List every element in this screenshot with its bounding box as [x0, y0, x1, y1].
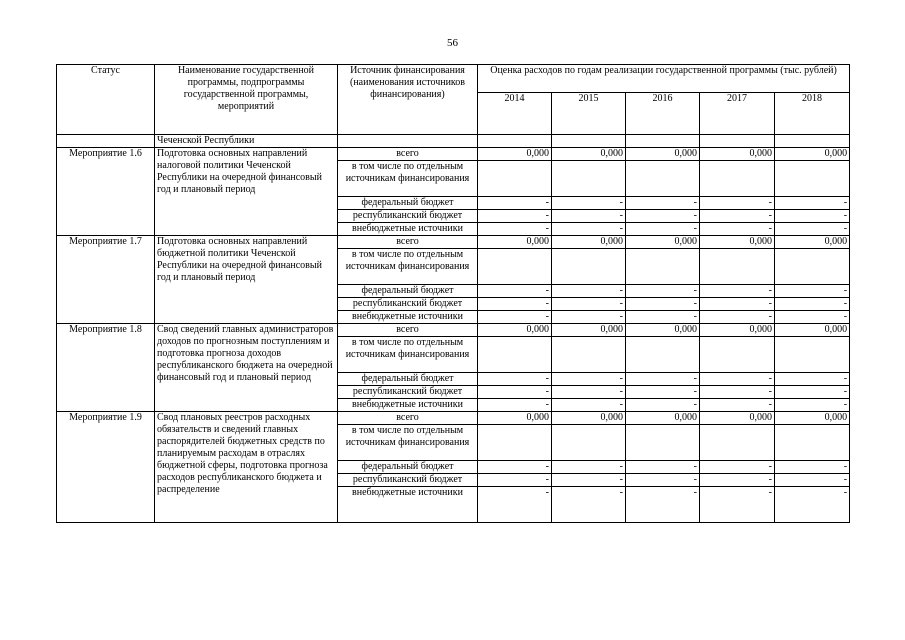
table-row: [57, 148, 850, 161]
dash-cell: -: [552, 223, 626, 236]
empty-cell: [775, 249, 850, 285]
dash-cell: -: [478, 461, 552, 474]
dash-cell: -: [552, 210, 626, 223]
dash-cell: -: [775, 461, 850, 474]
dash-cell: -: [552, 487, 626, 523]
value-cell: 0,000: [775, 148, 850, 161]
empty-cell: [775, 337, 850, 373]
measure-status: Мероприятие 1.7: [57, 236, 155, 324]
dash-cell: -: [626, 285, 700, 298]
source-label-republic: республиканский бюджет: [338, 386, 478, 399]
value-cell: 0,000: [478, 148, 552, 161]
dash-cell: -: [775, 399, 850, 412]
dash-cell: -: [700, 197, 775, 210]
value-cell: 0,000: [552, 324, 626, 337]
header-name: Наименование государственной программы, подпрограммы государственной программы, мероприятий: [155, 65, 338, 135]
value-cell: 0,000: [552, 236, 626, 249]
dash-cell: -: [478, 197, 552, 210]
header-year: 2017: [700, 93, 775, 135]
header-year: 2014: [478, 93, 552, 135]
measure-status: Мероприятие 1.8: [57, 324, 155, 412]
dash-cell: -: [478, 399, 552, 412]
header-status: Статус: [57, 65, 155, 135]
header-year: 2015: [552, 93, 626, 135]
value-cell: 0,000: [700, 236, 775, 249]
dash-cell: -: [700, 399, 775, 412]
empty-cell: [478, 161, 552, 197]
dash-cell: -: [626, 373, 700, 386]
dash-cell: -: [775, 223, 850, 236]
dash-cell: -: [775, 285, 850, 298]
source-label-total: всего: [338, 148, 478, 161]
measures-body: [57, 148, 850, 523]
value-cell: 0,000: [775, 236, 850, 249]
source-label-offbudget: внебюджетные источники: [338, 223, 478, 236]
source-label-federal: федеральный бюджет: [338, 197, 478, 210]
dash-cell: -: [775, 197, 850, 210]
header-estimate: Оценка расходов по годам реализации государственной программы (тыс. рублей): [478, 65, 850, 93]
dash-cell: -: [552, 197, 626, 210]
empty-cell: [478, 249, 552, 285]
empty-cell: [775, 161, 850, 197]
dash-cell: -: [775, 373, 850, 386]
value-cell: 0,000: [478, 412, 552, 425]
dash-cell: -: [552, 399, 626, 412]
measure-status: Мероприятие 1.9: [57, 412, 155, 523]
dash-cell: -: [478, 311, 552, 324]
measure-name: Свод плановых реестров расходных обязательств и сведений главных распорядителей бюджетных средств по планируемым расходам в отраслях бюджетной сферы, подготовка прогноза расходов республиканского бюджета и распределение: [155, 412, 338, 523]
empty-cell: [626, 249, 700, 285]
source-label-total: всего: [338, 412, 478, 425]
source-label-including: в том числе по отдельным источникам финансирования: [338, 161, 478, 197]
value-cell: 0,000: [626, 236, 700, 249]
value-cell: 0,000: [775, 324, 850, 337]
empty-cell: [700, 425, 775, 461]
page-number: 56: [447, 37, 458, 49]
source-label-including: в том числе по отдельным источникам финансирования: [338, 425, 478, 461]
dash-cell: -: [552, 386, 626, 399]
header-source: Источник финансирования (наименования источников финансирования): [338, 65, 478, 135]
table-row: [57, 236, 850, 249]
dash-cell: -: [478, 373, 552, 386]
dash-cell: -: [626, 298, 700, 311]
empty-cell: [626, 425, 700, 461]
dash-cell: -: [626, 399, 700, 412]
source-label-federal: федеральный бюджет: [338, 461, 478, 474]
value-cell: 0,000: [626, 324, 700, 337]
empty-cell: [552, 249, 626, 285]
source-label-total: всего: [338, 324, 478, 337]
dash-cell: -: [478, 298, 552, 311]
dash-cell: -: [700, 461, 775, 474]
dash-cell: -: [700, 285, 775, 298]
measure-name: Подготовка основных направлений бюджетной политики Чеченской Республики на очередной финансовый год и плановый период: [155, 236, 338, 324]
value-cell: 0,000: [626, 148, 700, 161]
source-label-including: в том числе по отдельным источникам финансирования: [338, 337, 478, 373]
dash-cell: -: [775, 386, 850, 399]
dash-cell: -: [775, 311, 850, 324]
dash-cell: -: [700, 311, 775, 324]
dash-cell: -: [700, 474, 775, 487]
value-cell: 0,000: [775, 412, 850, 425]
dash-cell: -: [626, 223, 700, 236]
dash-cell: -: [775, 298, 850, 311]
dash-cell: -: [552, 311, 626, 324]
empty-cell: [700, 249, 775, 285]
empty-cell: [552, 425, 626, 461]
header-year: 2018: [775, 93, 850, 135]
dash-cell: -: [552, 461, 626, 474]
value-cell: 0,000: [478, 236, 552, 249]
measure-status: Мероприятие 1.6: [57, 148, 155, 236]
dash-cell: -: [700, 223, 775, 236]
dash-cell: -: [700, 373, 775, 386]
dash-cell: -: [626, 210, 700, 223]
value-cell: 0,000: [552, 412, 626, 425]
measure-name: Подготовка основных направлений налоговой политики Чеченской Республики на очередной финансовый год и плановый период: [155, 148, 338, 236]
value-cell: 0,000: [552, 148, 626, 161]
measure-name: Свод сведений главных администраторов доходов по прогнозным поступлениям и подготовка прогноза доходов республиканского бюджета на очередной финансовый год и плановый период: [155, 324, 338, 412]
source-label-offbudget: внебюджетные источники: [338, 311, 478, 324]
budget-table: [56, 64, 850, 523]
table-header: [57, 65, 850, 148]
dash-cell: -: [700, 298, 775, 311]
dash-cell: -: [626, 487, 700, 523]
continuation-status: [57, 135, 155, 148]
dash-cell: -: [552, 474, 626, 487]
source-label-republic: республиканский бюджет: [338, 474, 478, 487]
source-label-republic: республиканский бюджет: [338, 210, 478, 223]
dash-cell: -: [626, 474, 700, 487]
dash-cell: -: [626, 386, 700, 399]
dash-cell: -: [478, 386, 552, 399]
source-label-federal: федеральный бюджет: [338, 373, 478, 386]
dash-cell: -: [478, 487, 552, 523]
empty-cell: [626, 161, 700, 197]
dash-cell: -: [700, 487, 775, 523]
source-label-federal: федеральный бюджет: [338, 285, 478, 298]
dash-cell: -: [478, 474, 552, 487]
dash-cell: -: [552, 285, 626, 298]
source-label-offbudget: внебюджетные источники: [338, 487, 478, 523]
dash-cell: -: [626, 461, 700, 474]
dash-cell: -: [478, 223, 552, 236]
dash-cell: -: [552, 373, 626, 386]
dash-cell: -: [700, 210, 775, 223]
dash-cell: -: [552, 298, 626, 311]
dash-cell: -: [775, 487, 850, 523]
empty-cell: [700, 337, 775, 373]
empty-cell: [626, 337, 700, 373]
value-cell: 0,000: [700, 412, 775, 425]
empty-cell: [700, 161, 775, 197]
dash-cell: -: [626, 311, 700, 324]
dash-cell: -: [775, 474, 850, 487]
empty-cell: [478, 337, 552, 373]
dash-cell: -: [626, 197, 700, 210]
source-label-total: всего: [338, 236, 478, 249]
table-row: [57, 324, 850, 337]
dash-cell: -: [478, 285, 552, 298]
source-label-offbudget: внебюджетные источники: [338, 399, 478, 412]
source-label-republic: республиканский бюджет: [338, 298, 478, 311]
dash-cell: -: [775, 210, 850, 223]
value-cell: 0,000: [700, 148, 775, 161]
table-row: [57, 412, 850, 425]
empty-cell: [552, 161, 626, 197]
dash-cell: -: [478, 210, 552, 223]
source-label-including: в том числе по отдельным источникам финансирования: [338, 249, 478, 285]
empty-cell: [775, 425, 850, 461]
continuation-name: Чеченской Республики: [155, 135, 338, 148]
header-year: 2016: [626, 93, 700, 135]
empty-cell: [552, 337, 626, 373]
empty-cell: [478, 425, 552, 461]
value-cell: 0,000: [626, 412, 700, 425]
value-cell: 0,000: [478, 324, 552, 337]
dash-cell: -: [700, 386, 775, 399]
value-cell: 0,000: [700, 324, 775, 337]
